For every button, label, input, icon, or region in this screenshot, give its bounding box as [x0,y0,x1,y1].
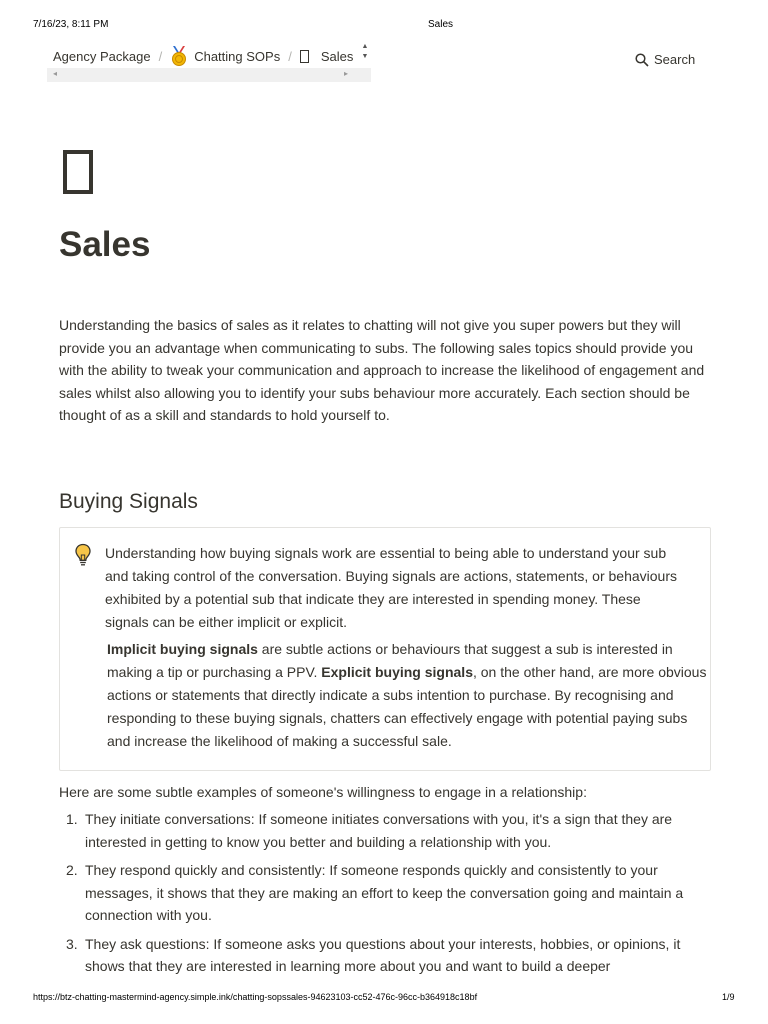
horizontal-scrollbar[interactable] [47,68,371,82]
breadcrumb-item-sales[interactable] [300,49,354,64]
list-number: 2. [66,862,78,878]
scroll-left-icon[interactable]: ◂ [53,69,58,78]
callout-paragraph-2 [107,638,707,753]
scrollbar-thumb[interactable] [57,72,347,78]
implicit-signals-term: Implicit buying signals [107,641,258,657]
list-item-text: They initiate conversations: If someone initiates conversations with you, it's a sign that they are interested in getting to know you better and building a relationship with you. [85,811,673,850]
breadcrumb [53,46,353,66]
page-title: Sales [59,225,151,264]
breadcrumb-item-chatting-sops[interactable] [170,46,280,66]
print-page-number: 1/9 [722,992,735,1002]
callout-paragraph: Understanding how buying signals work are essential to being able to understand your sub and taking control of the conversation. Buying signals are actions, statements, or behaviours exhibited by a potential sub that indicate they are interested in spending money. These signals can be either implicit or explicit. [105,545,677,630]
explicit-signals-term: Explicit buying signals [321,664,473,680]
medal-icon [170,46,188,66]
callout-box [59,527,711,771]
page-icon [63,150,93,194]
section-heading: Buying Signals [59,490,198,513]
scroll-up-icon[interactable]: ▲ [361,43,369,50]
breadcrumb-container [47,40,371,82]
implicit-signals-text: are subtle actions or behaviours that suggest a sub is interested in making a tip or purchasing a PPV. [107,641,673,680]
search-label: Search [654,52,696,67]
lightbulb-icon [74,543,92,567]
list-item-text: They respond quickly and consistently: If someone responds quickly and consistently to your messages, it shows that they are making an effort to keep the conversation going and maintain a connection with you. [85,862,684,923]
breadcrumb-separator: / [158,48,163,64]
list-number: 3. [66,935,78,952]
examples-lead: Here are some subtle examples of someone's willingness to engage in a relationship: [59,784,587,800]
list-number: 1. [66,811,78,827]
print-date: 7/16/23, 8:11 PM [33,19,109,30]
breadcrumb-item-agency-package[interactable] [53,49,151,64]
breadcrumb-label: Chatting SOPs [194,48,281,64]
scroll-down-icon[interactable]: ▼ [361,53,369,60]
breadcrumb-label: Agency Package [53,48,151,64]
breadcrumb-separator: / [288,48,292,64]
list-item [59,808,709,853]
examples-list [59,808,709,979]
scroll-right-icon[interactable]: ▸ [344,69,349,78]
search-button[interactable] [635,52,695,67]
list-item-text: They ask questions: If someone asks you questions about your interests, hobbies, or opinions, it shows that they are interested in learning more about you and want to build a deeper [85,935,681,974]
print-url: https://btz-chatting-mastermind-agency.simple.ink/chatting-sopssales-94623103-cc52-476c-96cc-b364918c18bf [33,992,478,1002]
intro-paragraph: Understanding the basics of sales as it relates to chatting will not give you super powers but they will provide you an advantage when communicating to subs. The following sales topics should provide you with the ability to tweak your communication and approach to increase the likelihood of engagement and sales whilst also allowing you to identify your subs behaviour more accurately. Each section should be thought of as a skill and standards to hold yourself to. [59,317,705,423]
breadcrumb-label: Sales [320,48,354,64]
list-item [59,933,709,978]
list-item [59,859,709,927]
search-icon [635,53,649,67]
vertical-scroll-control[interactable] [359,42,371,68]
explicit-signals-text: , on the other hand, are more obvious actions or statements that directly indicate a subs intention to purchase. By recognising and responding to these buying signals, chatters can effectively engage with potential paying subs and increase the likelihood of making a successful sale. [107,664,707,749]
print-title: Sales [427,19,453,30]
rect-icon [300,50,309,63]
